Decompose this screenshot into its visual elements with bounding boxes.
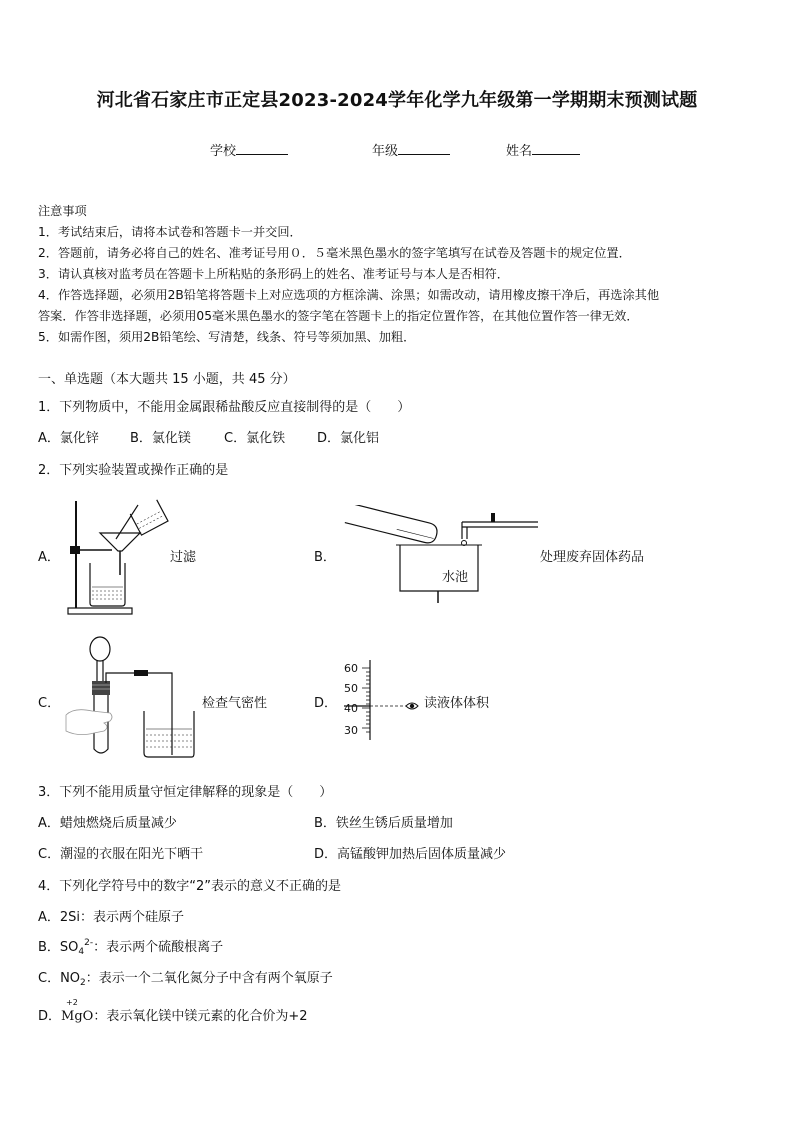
notice-item: 3．请认真核对监考员在答题卡上所粘贴的条形码上的姓名、准考证号与本人是否相符．	[38, 267, 509, 281]
q2-option-b-letter[interactable]: B．	[314, 550, 336, 565]
school-field[interactable]	[210, 140, 288, 159]
exam-title: 河北省石家庄市正定县2023-2024学年化学九年级第一学期期末预测试题	[96, 90, 698, 111]
cylinder-tick-label: 60	[344, 662, 358, 675]
q4-option-c-subscript: 2	[80, 978, 86, 988]
q4-option-c-formula: C．NO	[38, 971, 81, 986]
q4-option-d-formula: MgO	[61, 1009, 94, 1024]
school-label: 学校	[210, 144, 237, 159]
q2-option-c-letter[interactable]: C．	[38, 696, 61, 711]
q4-option-d-charge: +2	[66, 998, 78, 1007]
cylinder-tick-label: 50	[344, 682, 358, 695]
q2-option-d-letter[interactable]: D．	[314, 696, 338, 711]
q3-option-b[interactable]: B．铁丝生锈后质量增加	[314, 816, 453, 831]
q4-option-b-subscript: 4	[78, 947, 85, 957]
q4-option-d-letter: D．	[38, 1009, 62, 1024]
q4-stem: 4．下列化学符号中的数字“2”表示的意义不正确的是	[38, 879, 342, 894]
name-label: 姓名	[506, 144, 533, 159]
q4-option-c-text: ：表示一个二氧化氮分子中含有两个氧原子	[85, 971, 333, 986]
q3-option-d[interactable]: D．高锰酸钾加热后固体质量减少	[314, 847, 507, 862]
q4-option-a[interactable]: A．2Si：表示两个硅原子	[38, 910, 185, 925]
q1-option-b[interactable]: B．氯化镁	[130, 431, 191, 446]
grade-field[interactable]	[372, 140, 450, 159]
sink-disposal-image	[338, 505, 540, 605]
section-heading: 一、单选题（本大题共 15 小题，共 45 分）	[38, 372, 296, 387]
q4-option-b-formula: B．SO	[38, 940, 79, 955]
name-blank[interactable]	[532, 140, 580, 155]
notice-item: 2．答题前，请务必将自己的姓名、准考证号用０．５毫米黑色墨水的签字笔填写在试卷及答题卡的规定位置．	[38, 246, 631, 260]
q3-option-c[interactable]: C．潮湿的衣服在阳光下晒干	[38, 847, 204, 862]
q3-stem: 3．下列不能用质量守恒定律解释的现象是（ ）	[38, 785, 333, 800]
q2-option-a-caption: 过滤	[170, 550, 197, 565]
notice-item: 4．作答选择题，必须用2B铅笔将答题卡上对应选项的方框涂满、涂黑；如需改动，请用橡皮擦干净后，再选涂其他	[38, 288, 660, 302]
q1-option-a[interactable]: A．氯化锌	[38, 431, 99, 446]
q4-option-b-superscript: 2-	[84, 938, 94, 948]
cylinder-tick-label: 40	[344, 702, 358, 715]
grade-label: 年级	[372, 144, 399, 159]
q4-option-d[interactable]	[38, 998, 308, 1024]
q2-option-b-caption: 处理废弃固体药品	[540, 550, 645, 565]
q1-option-c[interactable]: C．氯化铁	[224, 431, 286, 446]
notice-heading: 注意事项	[38, 204, 87, 218]
school-blank[interactable]	[236, 140, 288, 155]
graduated-cylinder-image	[340, 656, 424, 742]
q4-option-c[interactable]	[38, 967, 333, 986]
grade-blank[interactable]	[398, 140, 450, 155]
notice-item: 1．考试结束后，请将本试卷和答题卡一并交回．	[38, 225, 302, 239]
q2-option-a-letter[interactable]: A．	[38, 550, 60, 565]
q4-option-b-text: ：表示两个硫酸根离子	[93, 940, 224, 955]
q4-option-d-text: ：表示氧化镁中镁元素的化合价为+2	[93, 1009, 308, 1024]
q2-option-c-caption: 检查气密性	[202, 696, 268, 711]
notice-item: 答案．作答非选择题，必须用05毫米黑色墨水的签字笔在答题卡上的指定位置作答，在其他位置作答一律无效．	[38, 309, 639, 323]
notice-item: 5．如需作图，须用2B铅笔绘、写清楚，线条、符号等须加黑、加粗．	[38, 330, 416, 344]
q2-stem: 2．下列实验装置或操作正确的是	[38, 463, 229, 478]
name-field[interactable]	[506, 140, 580, 159]
q1-stem: 1．下列物质中，不能用金属跟稀盐酸反应直接制得的是（ ）	[38, 400, 411, 415]
q3-option-a[interactable]: A．蜡烛燃烧后质量减少	[38, 816, 177, 831]
cylinder-tick-label: 30	[344, 724, 358, 737]
q1-option-d[interactable]: D．氯化铝	[317, 431, 380, 446]
q4-option-d-formula-wrap	[61, 998, 94, 1024]
filtration-apparatus-image	[62, 495, 172, 619]
airtightness-check-image	[64, 633, 196, 761]
q2-option-d-caption: 读液体体积	[424, 696, 490, 711]
sink-label: 水池	[442, 570, 469, 585]
q4-option-b[interactable]	[38, 936, 223, 955]
